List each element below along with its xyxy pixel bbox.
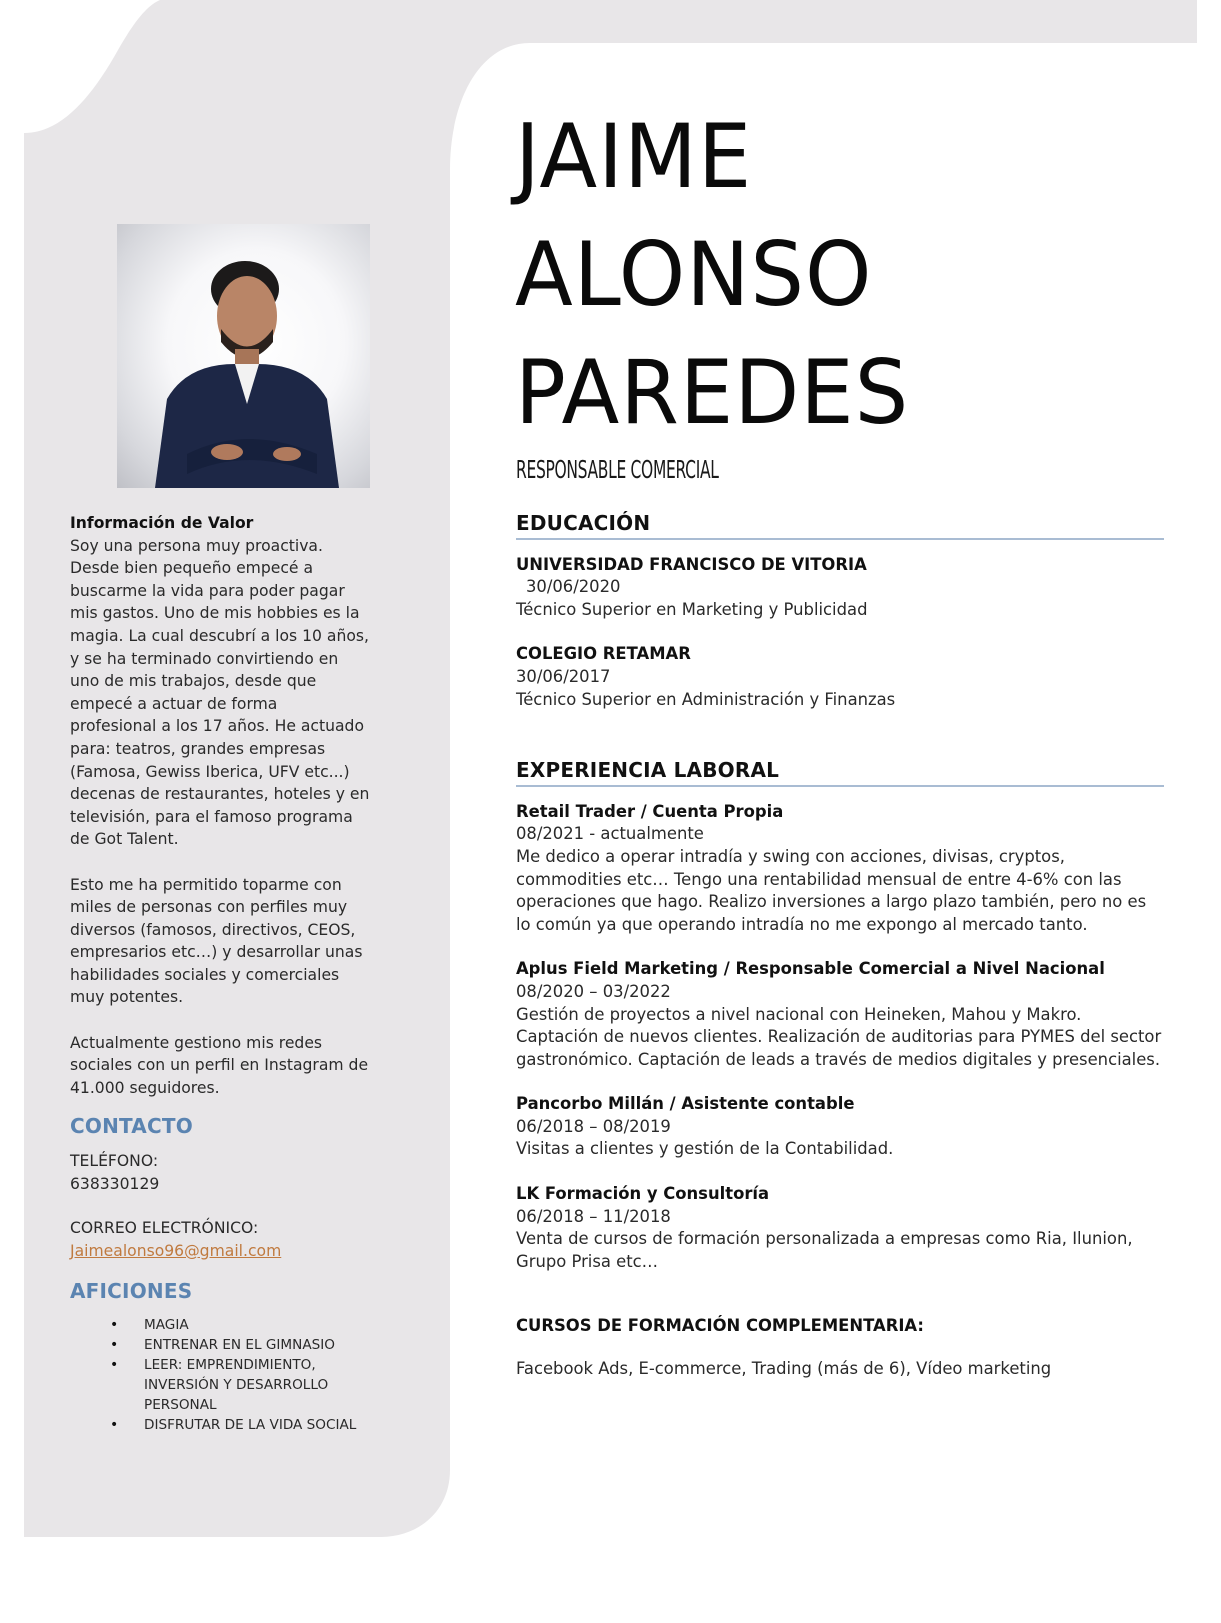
education-institution: COLEGIO RETAMAR	[516, 644, 691, 664]
hobby-item: • ENTRENAR EN EL GIMNASIO	[110, 1337, 335, 1353]
contact-heading: CONTACTO	[70, 1114, 193, 1139]
experience-description: Me dedico a operar intradía y swing con acciones, divisas, cryptos, commodities etc… Tengo una rentabilidad mensual de entre 4-6% con las operaciones que hago. Realizo inversiones a largo plazo también, pero no es lo común ya que operando intradía no me expongo al mercado tanto.	[516, 846, 1147, 934]
experience-title: Aplus Field Marketing / Responsable Comercial a Nivel Nacional	[516, 959, 1105, 979]
about-paragraph-3: Actualmente gestiono mis redes sociales con un perfil en Instagram de 41.000 seguidores.	[70, 1033, 369, 1097]
bullet-icon: •	[110, 1337, 119, 1353]
sidebar	[70, 512, 420, 1435]
email-link[interactable]: Jaimealonso96@gmail.com	[70, 1241, 282, 1260]
experience-date: 08/2020 – 03/2022	[516, 981, 671, 1001]
courses-heading: CURSOS DE FORMACIÓN COMPLEMENTARIA:	[516, 1316, 924, 1336]
bullet-icon: •	[110, 1357, 119, 1373]
experience-entry	[516, 801, 1164, 937]
education-entry	[516, 643, 1164, 711]
phone-value: 638330129	[70, 1174, 160, 1193]
education-degree: Técnico Superior en Administración y Finanzas	[516, 689, 896, 709]
education-heading: EDUCACIÓN	[516, 512, 1164, 540]
about-paragraph-1: Soy una persona muy proactiva. Desde bien pequeño empecé a buscarme la vida para poder pagar mis gastos. Uno de mis hobbies es la magia. La cual descubrí a los 10 años, y se ha terminado convirtiendo en uno de mis trabajos, desde que empecé a actuar de forma profesional a los 17 años. He actuado para: teatros, grandes empresas (Famosa, Gewiss Iberica, UFV etc...) decenas de restaurantes, hoteles y en televisión, para el famoso programa de Got Talent.	[70, 536, 370, 849]
experience-entry	[516, 1183, 1164, 1273]
info-title: Información de Valor	[70, 514, 254, 532]
hobby-item: • LEER: EMPRENDIMIENTO, INVERSIÓN Y DESARROLLO PERSONAL	[110, 1357, 329, 1413]
experience-date: 06/2018 – 08/2019	[516, 1116, 671, 1136]
experience-date: 08/2021 - actualmente	[516, 824, 704, 844]
hobby-item: • MAGIA	[110, 1317, 189, 1333]
experience-description: Venta de cursos de formación personalizada a empresas como Ria, Ilunion, Grupo Prisa etc…	[516, 1229, 1133, 1271]
experience-entry	[516, 958, 1164, 1071]
person-portrait-icon	[117, 224, 370, 488]
education-date: 30/06/2020	[526, 577, 621, 597]
experience-heading: EXPERIENCIA LABORAL	[516, 759, 1164, 787]
education-institution: UNIVERSIDAD FRANCISCO DE VITORIA	[516, 554, 867, 574]
phone-label: TELÉFONO:	[70, 1152, 159, 1171]
experience-title: Retail Trader / Cuenta Propia	[516, 801, 784, 821]
full-name	[515, 98, 926, 452]
bullet-icon: •	[110, 1317, 119, 1333]
education-date: 30/06/2017	[516, 666, 611, 686]
bullet-icon: •	[110, 1417, 119, 1433]
experience-title: Pancorbo Millán / Asistente contable	[516, 1094, 855, 1114]
hobbies-list	[70, 1315, 420, 1435]
name-line-middle: ALONSO	[515, 223, 873, 326]
job-title: RESPONSABLE COMERCIAL	[516, 455, 719, 484]
hobbies-heading: AFICIONES	[70, 1279, 193, 1304]
email-label: CORREO ELECTRÓNICO:	[70, 1219, 259, 1238]
experience-entry	[516, 1093, 1164, 1161]
experience-description: Gestión de proyectos a nivel nacional con Heineken, Mahou y Makro. Captación de nuevos clientes. Realización de auditorias para PYMES del sector gastronómico. Captación de leads a través de medios digitales y presenciales.	[516, 1004, 1162, 1069]
education-degree: Técnico Superior en Marketing y Publicidad	[516, 599, 868, 619]
name-line-first: JAIME	[515, 105, 753, 208]
name-line-last: PAREDES	[515, 341, 910, 444]
experience-date: 06/2018 – 11/2018	[516, 1206, 671, 1226]
hobby-item: • DISFRUTAR DE LA VIDA SOCIAL	[110, 1417, 357, 1433]
profile-photo	[117, 224, 370, 488]
education-entry	[516, 554, 1164, 622]
main-content	[516, 512, 1164, 1381]
courses-list: Facebook Ads, E-commerce, Trading (más de 6), Vídeo marketing	[516, 1359, 1052, 1379]
experience-title: LK Formación y Consultoría	[516, 1184, 770, 1204]
about-paragraph-2: Esto me ha permitido toparme con miles de personas con perfiles muy diversos (famosos, directivos, CEOS, empresarios etc…) y desarrollar unas habilidades sociales y comerciales muy potentes.	[70, 875, 363, 1007]
experience-description: Visitas a clientes y gestión de la Contabilidad.	[516, 1139, 894, 1159]
